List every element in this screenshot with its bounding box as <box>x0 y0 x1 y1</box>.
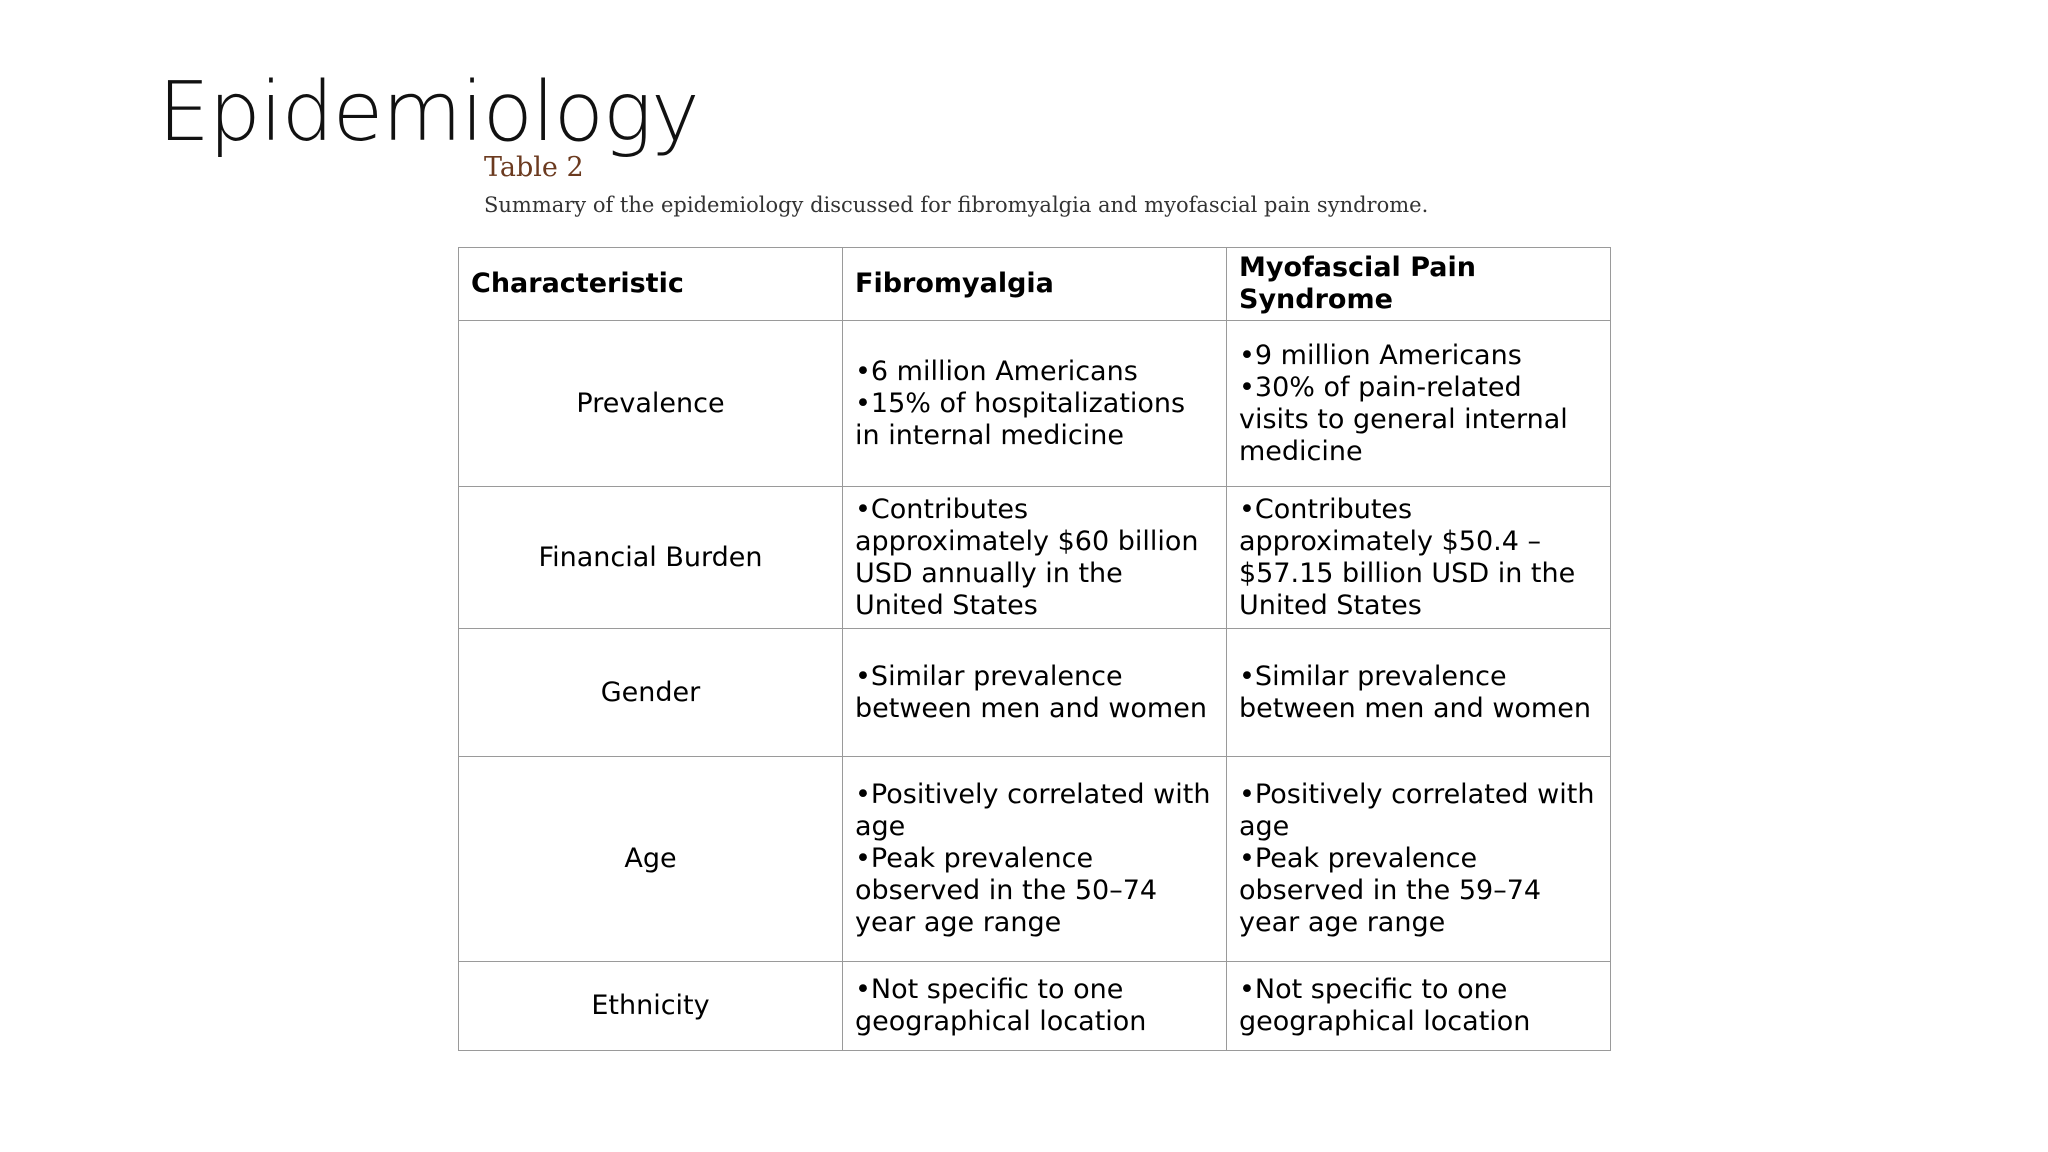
bullet-item: •Contributes approximately $50.4 – $57.15 billion USD in the United States <box>1239 493 1576 621</box>
epidemiology-table <box>458 247 1611 1051</box>
fibromyalgia-cell <box>843 321 1227 487</box>
bullet-item: •Peak prevalence observed in the 50–74 year age range <box>855 843 1158 938</box>
table-row <box>459 321 1611 487</box>
row-characteristic: Ethnicity <box>459 962 843 1051</box>
table-header-row <box>459 248 1611 321</box>
mps-cell <box>1227 757 1611 962</box>
mps-cell <box>1227 962 1611 1051</box>
header-myofascial-pain-syndrome: Myofascial Pain Syndrome <box>1227 248 1611 321</box>
bullet-item: •Similar prevalence between men and women <box>855 660 1207 724</box>
table-row <box>459 962 1611 1051</box>
slide-title: Epidemiology <box>158 65 699 160</box>
bullet-item: •Positively correlated with age <box>1239 779 1595 842</box>
bullet-item: •Similar prevalence between men and women <box>1239 660 1591 724</box>
bullet-item: •Not specific to one geographical location <box>855 974 1147 1037</box>
row-characteristic: Financial Burden <box>459 487 843 629</box>
row-characteristic: Gender <box>459 629 843 757</box>
header-characteristic: Characteristic <box>459 248 843 321</box>
bullet-item: •6 million Americans <box>855 355 1138 387</box>
bullet-item: •Not specific to one geographical location <box>1239 974 1531 1037</box>
bullet-item: •Peak prevalence observed in the 59–74 year age range <box>1239 843 1542 938</box>
table-row <box>459 487 1611 629</box>
table-caption-text: Summary of the epidemiology discussed for fibromyalgia and myofascial pain syndrome. <box>484 193 1429 217</box>
fibromyalgia-cell <box>843 962 1227 1051</box>
row-characteristic: Age <box>459 757 843 962</box>
row-characteristic: Prevalence <box>459 321 843 487</box>
header-fibromyalgia: Fibromyalgia <box>843 248 1227 321</box>
table-caption-label: Table 2 <box>484 152 584 183</box>
bullet-item: •Contributes approximately $60 billion USD annually in the United States <box>855 493 1199 621</box>
fibromyalgia-cell <box>843 629 1227 757</box>
mps-cell <box>1227 487 1611 629</box>
table-row <box>459 757 1611 962</box>
mps-cell <box>1227 629 1611 757</box>
bullet-item: •30% of pain-related visits to general internal medicine <box>1239 371 1568 467</box>
fibromyalgia-cell <box>843 757 1227 962</box>
mps-cell <box>1227 321 1611 487</box>
fibromyalgia-cell <box>843 487 1227 629</box>
bullet-item: •Positively correlated with age <box>855 779 1211 842</box>
bullet-item: •9 million Americans <box>1239 339 1522 371</box>
bullet-item: •15% of hospitalizations in internal medicine <box>855 387 1186 451</box>
table-row <box>459 629 1611 757</box>
